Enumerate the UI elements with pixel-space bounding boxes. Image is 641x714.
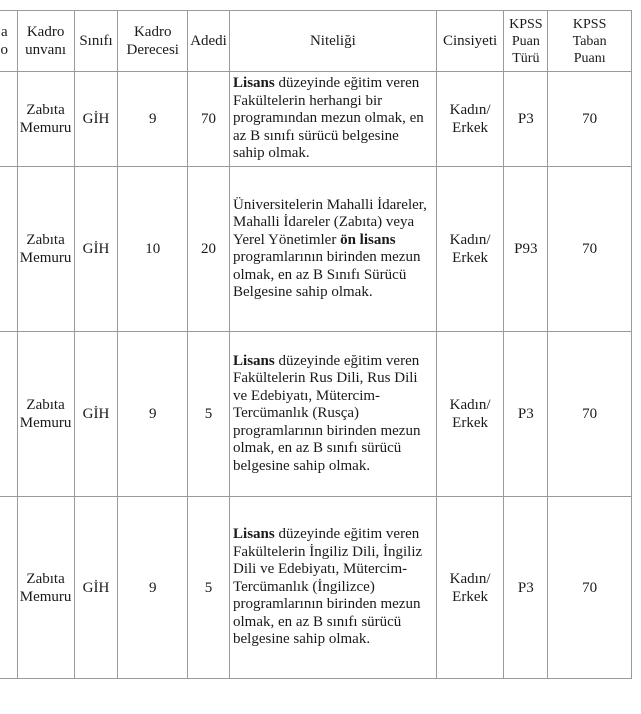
cell-nitelik-text-post: programlarının birinden mezun olmak, en az B Sınıfı Sürücü Belgesine sahip olmak. bbox=[233, 249, 421, 300]
header-sira-no bbox=[0, 11, 17, 72]
cell-unvan bbox=[17, 332, 74, 497]
cell-cinsiyet bbox=[436, 72, 504, 167]
cell-puan-turu: P3 bbox=[504, 332, 548, 497]
cell-sinif: GİH bbox=[74, 72, 118, 167]
cell-adet: 70 bbox=[188, 72, 230, 167]
cell-unvan-l1: Zabıta bbox=[26, 102, 65, 118]
cell-unvan-l1: Zabıta bbox=[26, 570, 65, 587]
cell-nitelik-text: düzeyinde eğitim veren Fakültelerin herhangi bir programından mezun olmak, en az B sınıfı sürücü belgesine sahip olmak. bbox=[233, 75, 424, 162]
cell-cinsiyet-l2: Erkek bbox=[452, 415, 488, 431]
header-kadro-derecesi bbox=[118, 11, 188, 72]
cell-taban-puan: 70 bbox=[548, 332, 632, 497]
cell-puan-turu: P3 bbox=[504, 72, 548, 167]
cell-unvan bbox=[17, 72, 74, 167]
header-kpss-puan-l1: KPSS bbox=[509, 16, 543, 32]
header-kadro-unvani-l2: unvanı bbox=[25, 42, 66, 58]
table-row bbox=[0, 167, 632, 332]
cell-derece: 9 bbox=[118, 332, 188, 497]
cell-sira bbox=[0, 72, 17, 167]
cell-cinsiyet-l2: Erkek bbox=[452, 120, 488, 136]
cell-nitelik bbox=[230, 72, 437, 167]
cell-unvan-l2: Memuru bbox=[19, 120, 72, 136]
cell-adet: 5 bbox=[188, 497, 230, 679]
cell-unvan-l2: Memuru bbox=[19, 588, 72, 605]
cell-unvan-l2: Memuru bbox=[19, 415, 72, 431]
header-adedi: Adedi bbox=[188, 11, 230, 72]
header-sinifi: Sınıfı bbox=[74, 11, 118, 72]
cell-unvan-l1: Zabıta bbox=[26, 232, 65, 248]
cell-cinsiyet-l2: Erkek bbox=[452, 250, 488, 266]
cell-nitelik bbox=[230, 167, 437, 332]
cell-sinif: GİH bbox=[74, 497, 118, 679]
cell-cinsiyet-l2: Erkek bbox=[452, 588, 488, 605]
cell-taban-puan: 70 bbox=[548, 497, 632, 679]
cell-sira bbox=[0, 497, 17, 679]
header-kpss-taban-l2: Taban bbox=[572, 33, 607, 49]
header-kpss-puan-turu bbox=[504, 11, 548, 72]
cell-nitelik bbox=[230, 332, 437, 497]
kadro-table bbox=[0, 10, 632, 679]
header-cinsiyeti: Cinsiyeti bbox=[436, 11, 504, 72]
cell-nitelik-bold: ön lisans bbox=[340, 231, 396, 248]
cell-adet: 5 bbox=[188, 332, 230, 497]
header-kadro-derecesi-l1: Kadro bbox=[133, 24, 172, 40]
cell-sira bbox=[0, 167, 17, 332]
table-row bbox=[0, 497, 632, 679]
cell-cinsiyet-l1: Kadın/ bbox=[449, 570, 491, 587]
cell-cinsiyet bbox=[436, 167, 504, 332]
header-sira-no-l2: o bbox=[0, 42, 9, 58]
cell-nitelik-text: düzeyinde eğitim veren Fakültelerin İngiliz Dili, İngiliz Dili ve Edebiyatı, Mütercim-Tercümanlık (İngilizce) programlarının birinden mezun olmak, en az B sınıfı sürücü belgesine sahip olmak. bbox=[233, 526, 423, 648]
header-kadro-unvani-l1: Kadro bbox=[26, 24, 65, 40]
cell-unvan bbox=[17, 497, 74, 679]
cell-derece: 10 bbox=[118, 167, 188, 332]
header-sira-no-l1: a bbox=[0, 24, 8, 40]
cell-unvan-l2: Memuru bbox=[19, 250, 72, 266]
cell-derece: 9 bbox=[118, 72, 188, 167]
header-kpss-taban-l1: KPSS bbox=[572, 16, 607, 32]
table-row bbox=[0, 332, 632, 497]
table-header-row bbox=[0, 11, 632, 72]
cell-puan-turu: P93 bbox=[504, 167, 548, 332]
cell-sira bbox=[0, 332, 17, 497]
cell-puan-turu: P3 bbox=[504, 497, 548, 679]
header-kpss-puan-l2: Puan bbox=[511, 33, 540, 49]
cell-nitelik-bold: Lisans bbox=[233, 352, 275, 369]
cell-nitelik-text: düzeyinde eğitim veren Fakültelerin Rus Dili, Rus Dili ve Edebiyatı, Mütercim-Tercümanlık (Rusça) programlarının birinden mezun olmak, en az B sınıfı sürücü belgesine sahip olmak. bbox=[233, 352, 421, 474]
cell-derece: 9 bbox=[118, 497, 188, 679]
header-niteligi: Niteliği bbox=[230, 11, 437, 72]
cell-taban-puan: 70 bbox=[548, 167, 632, 332]
header-kadro-derecesi-l2: Derecesi bbox=[126, 42, 179, 58]
cell-unvan-l1: Zabıta bbox=[26, 397, 65, 413]
cell-unvan bbox=[17, 167, 74, 332]
cell-adet: 20 bbox=[188, 167, 230, 332]
cell-cinsiyet-l1: Kadın/ bbox=[449, 232, 491, 248]
cell-cinsiyet-l1: Kadın/ bbox=[449, 102, 491, 118]
cell-nitelik bbox=[230, 497, 437, 679]
cell-sinif: GİH bbox=[74, 167, 118, 332]
header-kadro-unvani bbox=[17, 11, 74, 72]
header-kpss-taban-puani bbox=[548, 11, 632, 72]
cell-cinsiyet bbox=[436, 332, 504, 497]
cell-sinif: GİH bbox=[74, 332, 118, 497]
cell-cinsiyet-l1: Kadın/ bbox=[449, 397, 491, 413]
cell-nitelik-bold: Lisans bbox=[233, 526, 275, 543]
header-kpss-puan-l3: Türü bbox=[512, 50, 540, 66]
table-row bbox=[0, 72, 632, 167]
header-kpss-taban-l3: Puanı bbox=[573, 50, 606, 66]
cell-taban-puan: 70 bbox=[548, 72, 632, 167]
cell-cinsiyet bbox=[436, 497, 504, 679]
cell-nitelik-bold: Lisans bbox=[233, 75, 275, 92]
cell-nitelik-text-pre: Üniversitelerin Mahalli İdareler, Mahalli İdareler (Zabıta) veya Yerel Yönetimler bbox=[233, 196, 427, 248]
